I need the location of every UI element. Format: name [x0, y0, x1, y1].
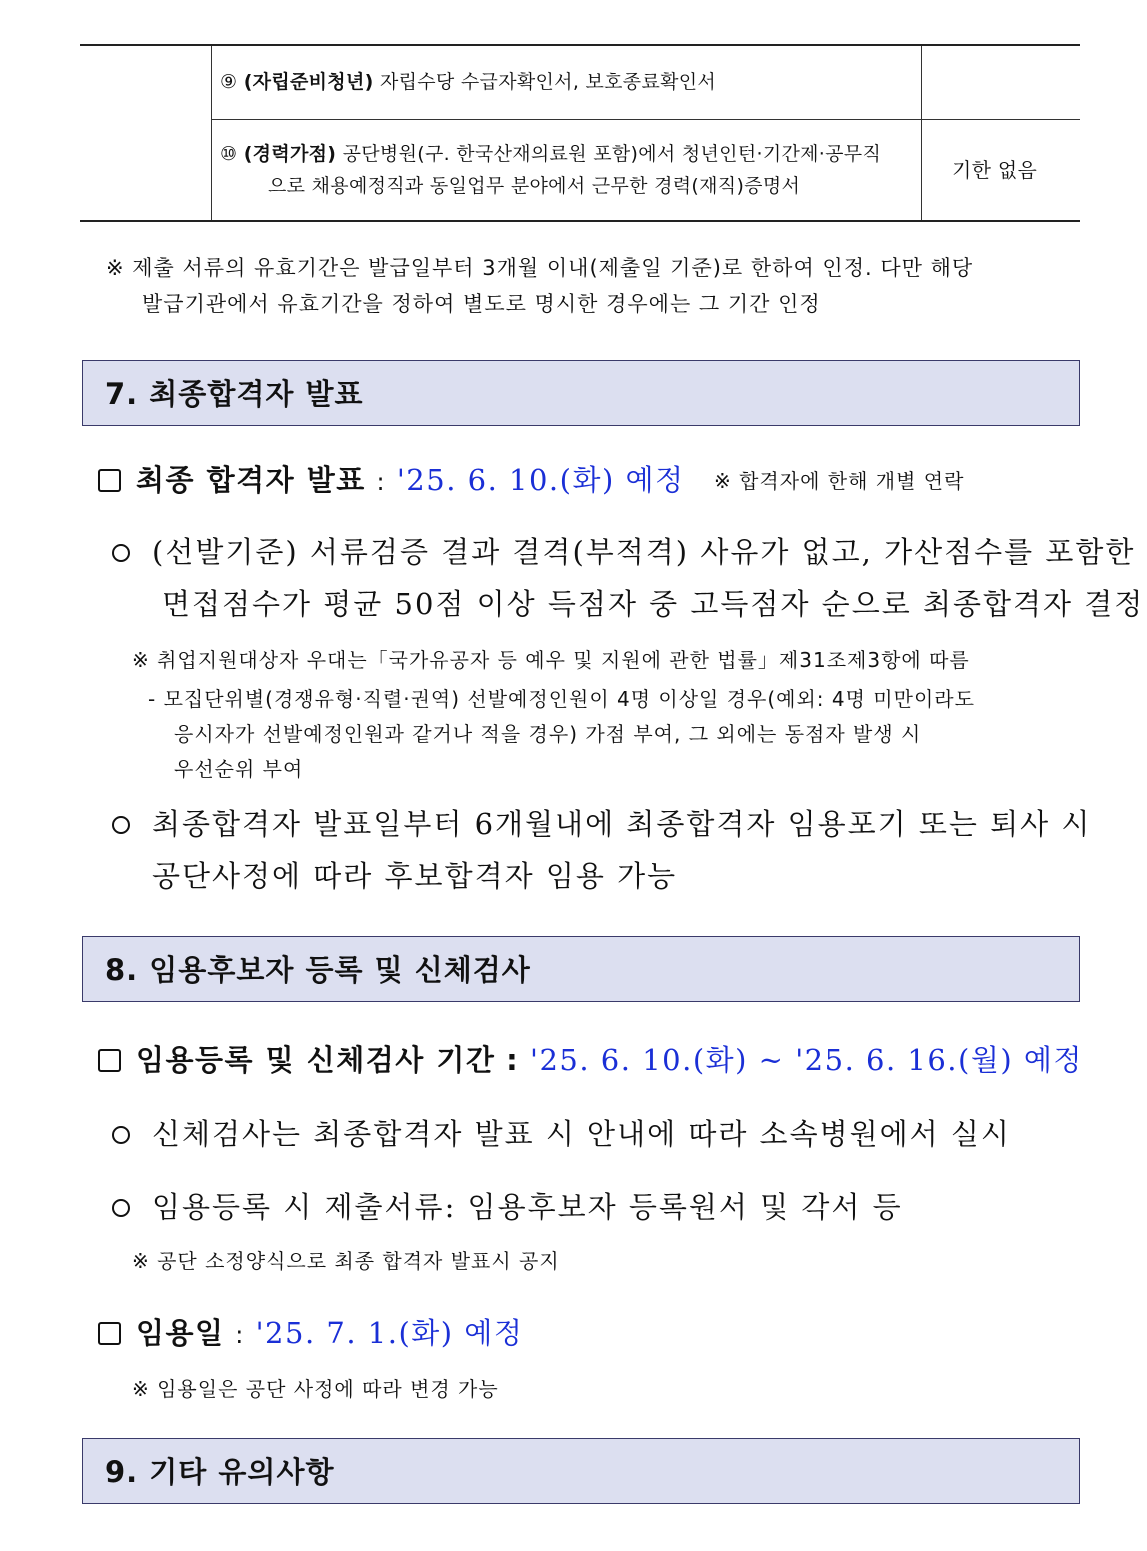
dash-note-line3: 우선순위 부여	[174, 757, 304, 781]
registration-period-line	[136, 1038, 1083, 1079]
appointment-label: 임용일	[136, 1316, 225, 1350]
circle-bullet-icon	[112, 816, 130, 834]
form-note: ※ 공단 소정양식으로 최종 합격자 발표시 공지	[132, 1249, 560, 1273]
row-number: ⑨	[220, 71, 238, 93]
appointment-date: '25. 7. 1.(화) 예정	[255, 1316, 524, 1350]
physical-exam-text: 신체검사는 최종합격자 발표 시 안내에 따라 소속병원에서 실시	[152, 1117, 1011, 1151]
row-category: (경력가점)	[243, 143, 337, 165]
selection-criteria-line1: (선발기준) 서류검증 결과 결격(부적격) 사유가 없고, 가산점수를 포함한	[152, 535, 1136, 569]
period-label: 임용등록 및 신체검사 기간	[136, 1043, 496, 1077]
appointment-note: ※ 임용일은 공단 사정에 따라 변경 가능	[132, 1377, 499, 1401]
reserve-line2: 공단사정에 따라 후보합격자 임용 가능	[152, 859, 678, 893]
announce-note: ※ 합격자에 한해 개별 연락	[714, 469, 965, 493]
row-text: 공단병원(구. 한국산재의료원 포함)에서 청년인턴·기간제·공무직	[342, 143, 882, 165]
row-text: 자립수당 수급자확인서, 보호종료확인서	[379, 71, 717, 93]
table-row-divider	[211, 119, 1080, 120]
dash-note-line2: 응시자가 선발예정인원과 같거나 적을 경우) 가점 부여, 그 외에는 동점자 발생 시	[174, 722, 922, 746]
announce-label: 최종 합격자 발표	[136, 463, 366, 497]
dash-note-line1: - 모집단위별(경쟁유형·직렬·권역) 선발예정인원이 4명 이상일 경우(예외: 4명 미만이라도	[148, 687, 975, 711]
square-bullet-icon	[98, 1322, 121, 1345]
section-header-9	[82, 1438, 1080, 1504]
period-colon: :	[506, 1043, 520, 1077]
section-title: 8. 임용후보자 등록 및 신체검사	[105, 953, 531, 987]
table-row-10	[220, 138, 881, 202]
row-number: ⑩	[220, 143, 238, 165]
reserve-line1: 최종합격자 발표일부터 6개월내에 최종합격자 임용포기 또는 퇴사 시	[152, 807, 1092, 841]
square-bullet-icon	[98, 1049, 121, 1072]
circle-bullet-icon	[112, 544, 130, 562]
row-text-continued: 으로 채용예정직과 동일업무 분야에서 근무한 경력(재직)증명서	[268, 175, 801, 197]
section-header-7	[82, 360, 1080, 426]
final-announcement-line	[136, 458, 685, 499]
table-divider	[921, 46, 922, 220]
square-bullet-icon	[98, 469, 121, 492]
deadline-cell: 기한 없음	[952, 158, 1038, 182]
appointment-date-line	[136, 1311, 523, 1352]
announce-date: '25. 6. 10.(화) 예정	[396, 463, 685, 497]
section-title: 7. 최종합격자 발표	[105, 377, 364, 411]
registration-docs-text: 임용등록 시 제출서류: 임용후보자 등록원서 및 각서 등	[152, 1190, 903, 1224]
table-divider	[211, 46, 212, 220]
circle-bullet-icon	[112, 1199, 130, 1217]
appointment-colon: :	[235, 1321, 245, 1349]
section-title: 9. 기타 유의사항	[105, 1455, 335, 1489]
table-row-9	[220, 66, 716, 98]
documents-table	[80, 44, 1080, 222]
announce-colon: :	[376, 468, 387, 496]
validity-note-line2: 발급기관에서 유효기간을 정하여 별도로 명시한 경우에는 그 기간 인정	[142, 292, 821, 316]
selection-criteria-line2: 면접점수가 평균 50점 이상 득점자 중 고득점자 순으로 최종합격자 결정	[162, 587, 1145, 621]
validity-note-line1: ※ 제출 서류의 유효기간은 발급일부터 3개월 이내(제출일 기준)로 한하여 인정. 다만 해당	[106, 256, 974, 280]
circle-bullet-icon	[112, 1126, 130, 1144]
period-date: '25. 6. 10.(화) ~ '25. 6. 16.(월) 예정	[530, 1043, 1083, 1077]
row-category: (자립준비청년)	[243, 71, 374, 93]
section-header-8	[82, 936, 1080, 1002]
preference-note: ※ 취업지원대상자 우대는「국가유공자 등 예우 및 지원에 관한 법률」제31조제3항에 따름	[132, 648, 970, 672]
